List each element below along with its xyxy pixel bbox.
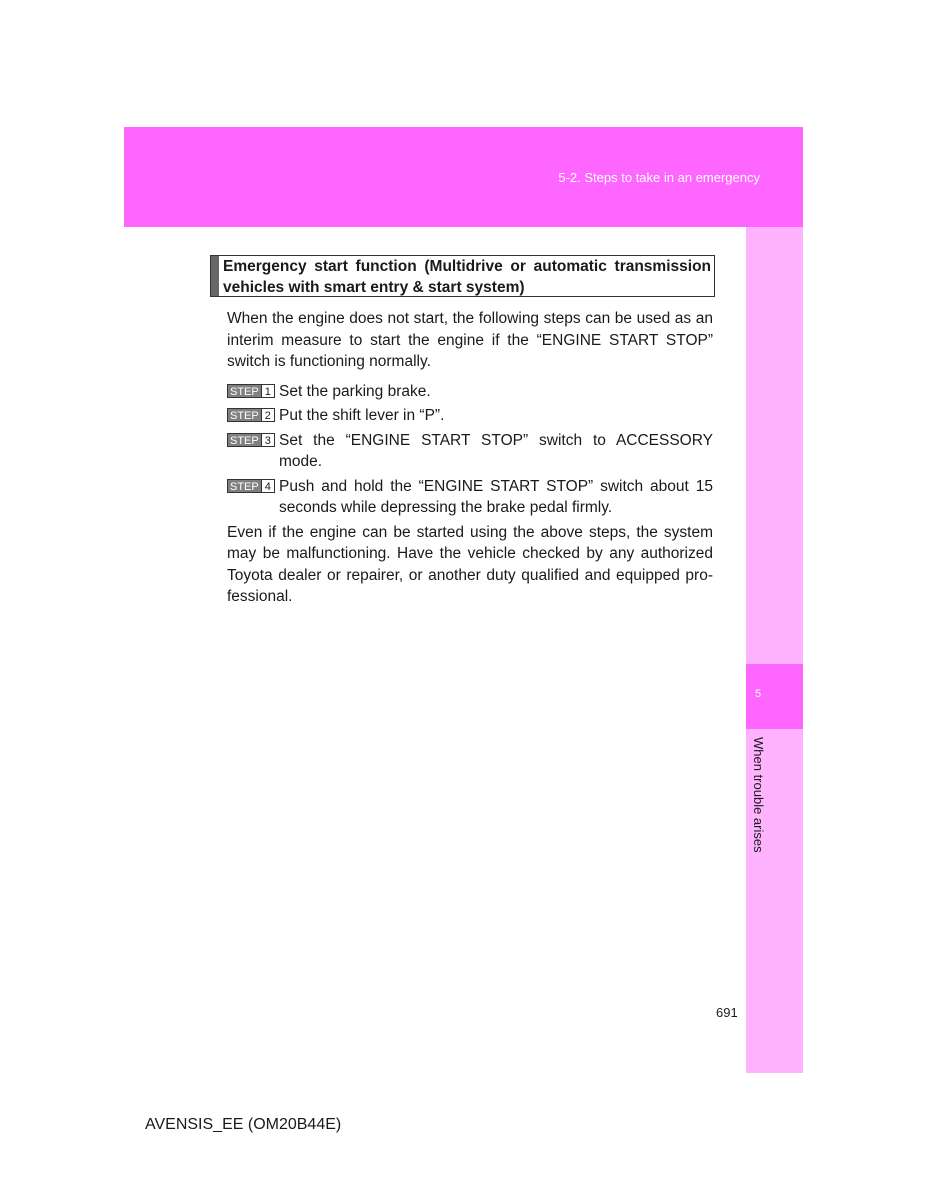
step-3 [227, 430, 713, 473]
step-text: Set the “ENGINE START STOP” switch to ACCESSORY mode. [279, 431, 713, 470]
step-2 [227, 405, 713, 427]
intro-paragraph: When the engine does not start, the following steps can be used as an interim measure to start the engine if the “ENGINE START STOP” switch is functioning normally. [227, 310, 713, 370]
step-badge [227, 408, 275, 422]
step-text: Put the shift lever in “P”. [279, 407, 445, 424]
chapter-number: 5 [755, 688, 762, 700]
step-badge-label: STEP [230, 410, 259, 422]
section-title: Emergency start function (Multidrive or automatic transmission vehicles with smart entry & start system) [223, 258, 711, 296]
header-band [124, 127, 803, 227]
step-text: Set the parking brake. [279, 382, 431, 400]
closing-paragraph: Even if the engine can be started using the above steps, the system may be malfunctioning. Have the vehicle checked by any authorized Toyota dealer or repairer, or another duty qualified and equipped pro-fessional. [227, 523, 713, 605]
step-badge-number: 2 [261, 409, 274, 421]
chapter-block [746, 664, 803, 729]
step-badge-number: 1 [261, 385, 274, 397]
step-badge-number: 4 [261, 480, 274, 492]
step-1 [227, 381, 713, 403]
step-badge-label: STEP [230, 480, 259, 493]
step-badge [227, 479, 275, 493]
step-badge [227, 384, 275, 398]
footer-code: AVENSIS_EE (OM20B44E) [145, 1116, 342, 1133]
step-4 [227, 476, 713, 519]
chapter-title: When trouble arises [751, 737, 766, 853]
step-badge-number: 3 [261, 434, 274, 446]
section-title-bar [211, 256, 219, 296]
step-badge-label: STEP [230, 434, 259, 447]
page-number: 691 [716, 1005, 738, 1020]
section-title-box [210, 255, 715, 297]
side-tab [746, 227, 803, 1073]
step-badge-label: STEP [230, 385, 259, 398]
step-badge [227, 433, 275, 447]
step-text: Push and hold the “ENGINE START STOP” switch about 15 seconds while depressing the brake pedal firmly. [279, 477, 713, 516]
content [227, 308, 713, 608]
section-label: 5-2. Steps to take in an emergency [558, 170, 760, 185]
